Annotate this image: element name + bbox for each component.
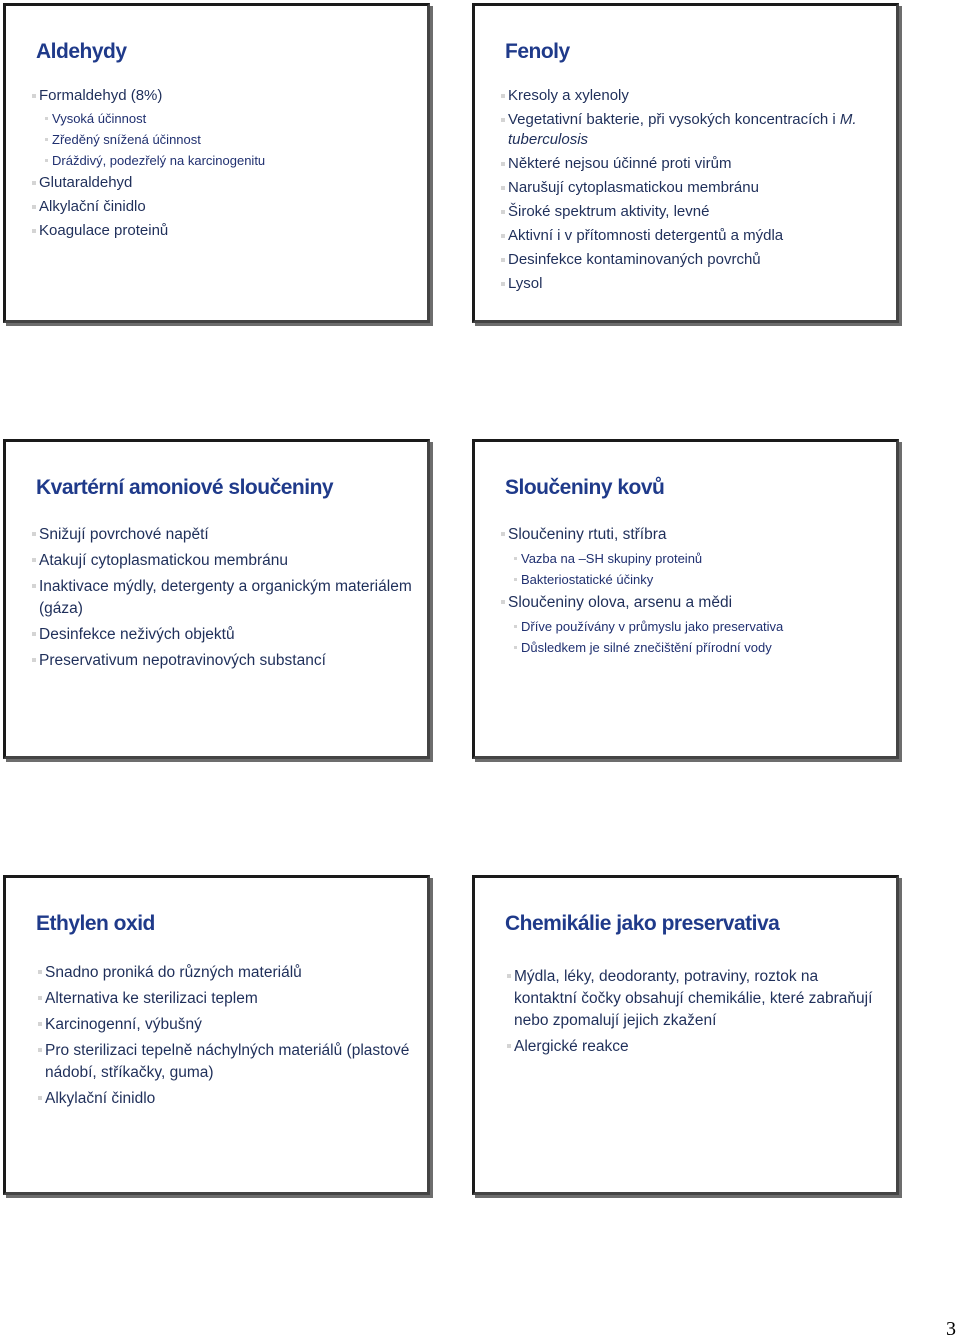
slide-kvarterni-amoniove-slouceniny <box>3 439 430 759</box>
slide-title: Ethylen oxid <box>36 912 155 935</box>
slide-aldehydy <box>3 3 430 323</box>
bullet-item: Alkylační činidlo <box>32 197 413 217</box>
slide-title: Sloučeniny kovů <box>505 476 665 499</box>
sub-bullet-item: Dříve používány v průmyslu jako preservativa <box>501 618 882 636</box>
slide-title: Chemikálie jako preservativa <box>505 912 780 935</box>
sub-bullet-item: Zředěný snížená účinnost <box>32 131 413 149</box>
bullet-item: Alkylační činidlo <box>38 1088 413 1110</box>
bullet-item: Pro sterilizaci tepelně náchylných materiálů (plastové nádobí, stříkačky, guma) <box>38 1040 413 1084</box>
slide-title: Fenoly <box>505 40 570 63</box>
sub-bullet-item: Důsledkem je silné znečištění přírodní vody <box>501 639 882 657</box>
bullet-list <box>38 962 413 1114</box>
bullet-list <box>507 966 882 1062</box>
bullet-item: Karcinogenní, výbušný <box>38 1014 413 1036</box>
bullet-list <box>501 86 882 298</box>
slide-title: Kvartérní amoniové sloučeniny <box>36 476 334 499</box>
sub-bullet-item: Vazba na –SH skupiny proteinů <box>501 550 882 568</box>
bullet-list <box>32 524 413 676</box>
bullet-item: Sloučeniny olova, arsenu a mědi <box>501 592 882 614</box>
bullet-item: Některé nejsou účinné proti virům <box>501 154 882 174</box>
bullet-item: Snadno proniká do různých materiálů <box>38 962 413 984</box>
bullet-item: Glutaraldehyd <box>32 173 413 193</box>
bullet-item: Koagulace proteinů <box>32 221 413 241</box>
page-number: 3 <box>946 1318 956 1340</box>
slide-chemikalie-jako-preservativa <box>472 875 899 1195</box>
sub-bullet-item: Dráždivý, podezřelý na karcinogenitu <box>32 152 413 170</box>
sub-bullet-item: Bakteriostatické účinky <box>501 571 882 589</box>
bullet-list <box>501 524 882 660</box>
bullet-item: Alternativa ke sterilizaci teplem <box>38 988 413 1010</box>
bullet-item: Mýdla, léky, deodoranty, potraviny, roztok na kontaktní čočky obsahují chemikálie, které zabraňují nebo zpomalují jejich zkažení <box>507 966 882 1032</box>
italic-species-name: M. tuberculosis <box>508 111 857 148</box>
bullet-item: Aktivní i v přítomnosti detergentů a mýdla <box>501 226 882 246</box>
slide-slouceniny-kovu <box>472 439 899 759</box>
bullet-list <box>32 86 413 245</box>
bullet-item: Inaktivace mýdly, detergenty a organickým materiálem (gáza) <box>32 576 413 620</box>
bullet-item: Kresoly a xylenoly <box>501 86 882 106</box>
bullet-item: Široké spektrum aktivity, levné <box>501 202 882 222</box>
bullet-item: Sloučeniny rtuti, stříbra <box>501 524 882 546</box>
bullet-item: Formaldehyd (8%) <box>32 86 413 106</box>
bullet-item: Desinfekce neživých objektů <box>32 624 413 646</box>
bullet-item: Alergické reakce <box>507 1036 882 1058</box>
slide-ethylen-oxid <box>3 875 430 1195</box>
bullet-item: Desinfekce kontaminovaných povrchů <box>501 250 882 270</box>
sub-bullet-item: Vysoká účinnost <box>32 110 413 128</box>
bullet-item: Narušují cytoplasmatickou membránu <box>501 178 882 198</box>
bullet-item: Vegetativní bakterie, při vysokých koncentracích i M. tuberculosis <box>501 110 882 150</box>
bullet-item: Snižují povrchové napětí <box>32 524 413 546</box>
bullet-item: Preservativum nepotravinových substancí <box>32 650 413 672</box>
slide-fenoly <box>472 3 899 323</box>
bullet-item: Lysol <box>501 274 882 294</box>
slide-title: Aldehydy <box>36 40 127 63</box>
bullet-item: Atakují cytoplasmatickou membránu <box>32 550 413 572</box>
